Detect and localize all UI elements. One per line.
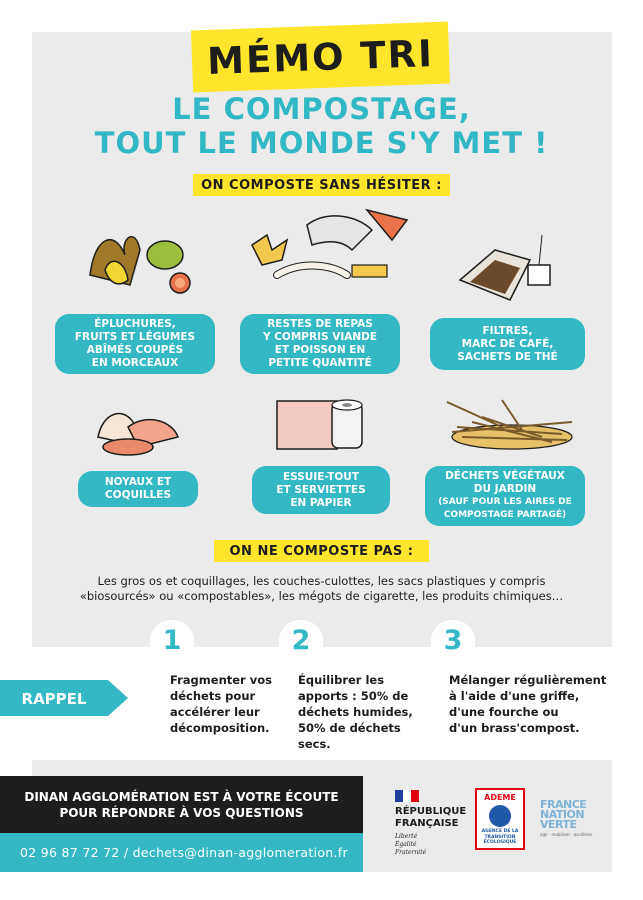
compost-yes-item-4: NOYAUX ET COQUILLES xyxy=(78,471,198,507)
compost-yes-heading: ON COMPOSTE SANS HÉSITER : xyxy=(193,174,450,196)
compost-no-text: Les gros os et coquillages, les couches-culottes, les sacs plastiques y compris «biosourcés» ou «compostables», les mégots de cigarette, les produits chimiques… xyxy=(79,574,564,603)
paper-towel-illustration xyxy=(262,393,377,458)
republique-francaise-logo: RÉPUBLIQUE FRANÇAISE Liberté Égalité Fraternité xyxy=(395,790,475,857)
france-nation-verte-logo: FRANCE NATION VERTE agir · mobiliser · accélérer xyxy=(540,798,593,837)
contact-box xyxy=(0,776,363,833)
rappel-arrow xyxy=(0,680,128,716)
compost-yes-item-5: ESSUIE-TOUT ET SERVIETTES EN PAPIER xyxy=(252,466,390,514)
headline-line-2: TOUT LE MONDE S'Y MET ! xyxy=(94,126,549,160)
compost-yes-item-6: DÉCHETS VÉGÉTAUX DU JARDIN (SAUF POUR LES AIRES DE COMPOSTAGE PARTAGÉ) xyxy=(425,466,585,526)
step-number-1: 1 xyxy=(150,620,194,660)
rappel-label: RAPPEL xyxy=(21,690,87,708)
eggshells-illustration xyxy=(88,392,198,457)
ademe-logo: ADEME AGENCE DE LA TRANSITION ÉCOLOGIQUE xyxy=(475,788,525,850)
garden-waste-illustration xyxy=(442,392,582,457)
compost-yes-item-3: FILTRES, MARC DE CAFÉ, SACHETS DE THÉ xyxy=(430,318,585,370)
step-text-1: Fragmenter vos déchets pour accélérer leur décomposition. xyxy=(170,673,272,735)
headline-line-1: LE COMPOSTAGE, xyxy=(172,92,471,126)
step-number-3: 3 xyxy=(431,620,475,660)
compost-no-heading: ON NE COMPOSTE PAS : xyxy=(214,540,429,562)
contact-details[interactable]: 02 96 87 72 72 / dechets@dinan-agglomeration.fr xyxy=(0,833,363,872)
marianne-flag-icon xyxy=(395,790,419,802)
coffee-filter-illustration xyxy=(450,230,560,310)
compost-yes-item-1: ÉPLUCHURES, FRUITS ET LÉGUMES ABÎMÉS COUPÉS EN MORCEAUX xyxy=(55,314,215,374)
memo-title: MÉMO TRI xyxy=(191,22,450,93)
contact-line-2: POUR RÉPONDRE À VOS QUESTIONS xyxy=(59,805,304,820)
meal-leftovers-illustration xyxy=(232,205,412,305)
step-text-2: Équilibrer les apports : 50% de déchets humides, 50% de déchets secs. xyxy=(298,673,413,751)
peelings-illustration xyxy=(70,215,210,305)
step-text-3: Mélanger régulièrement à l'aide d'une griffe, d'une fourche ou d'un brass'compost. xyxy=(449,673,607,735)
compost-yes-item-2: RESTES DE REPAS Y COMPRIS VIANDE ET POISSON EN PETITE QUANTITÉ xyxy=(240,314,400,374)
ademe-globe-icon xyxy=(489,805,511,827)
step-number-2: 2 xyxy=(279,620,323,660)
contact-line-1: DINAN AGGLOMÉRATION EST À VOTRE ÉCOUTE xyxy=(24,789,339,804)
